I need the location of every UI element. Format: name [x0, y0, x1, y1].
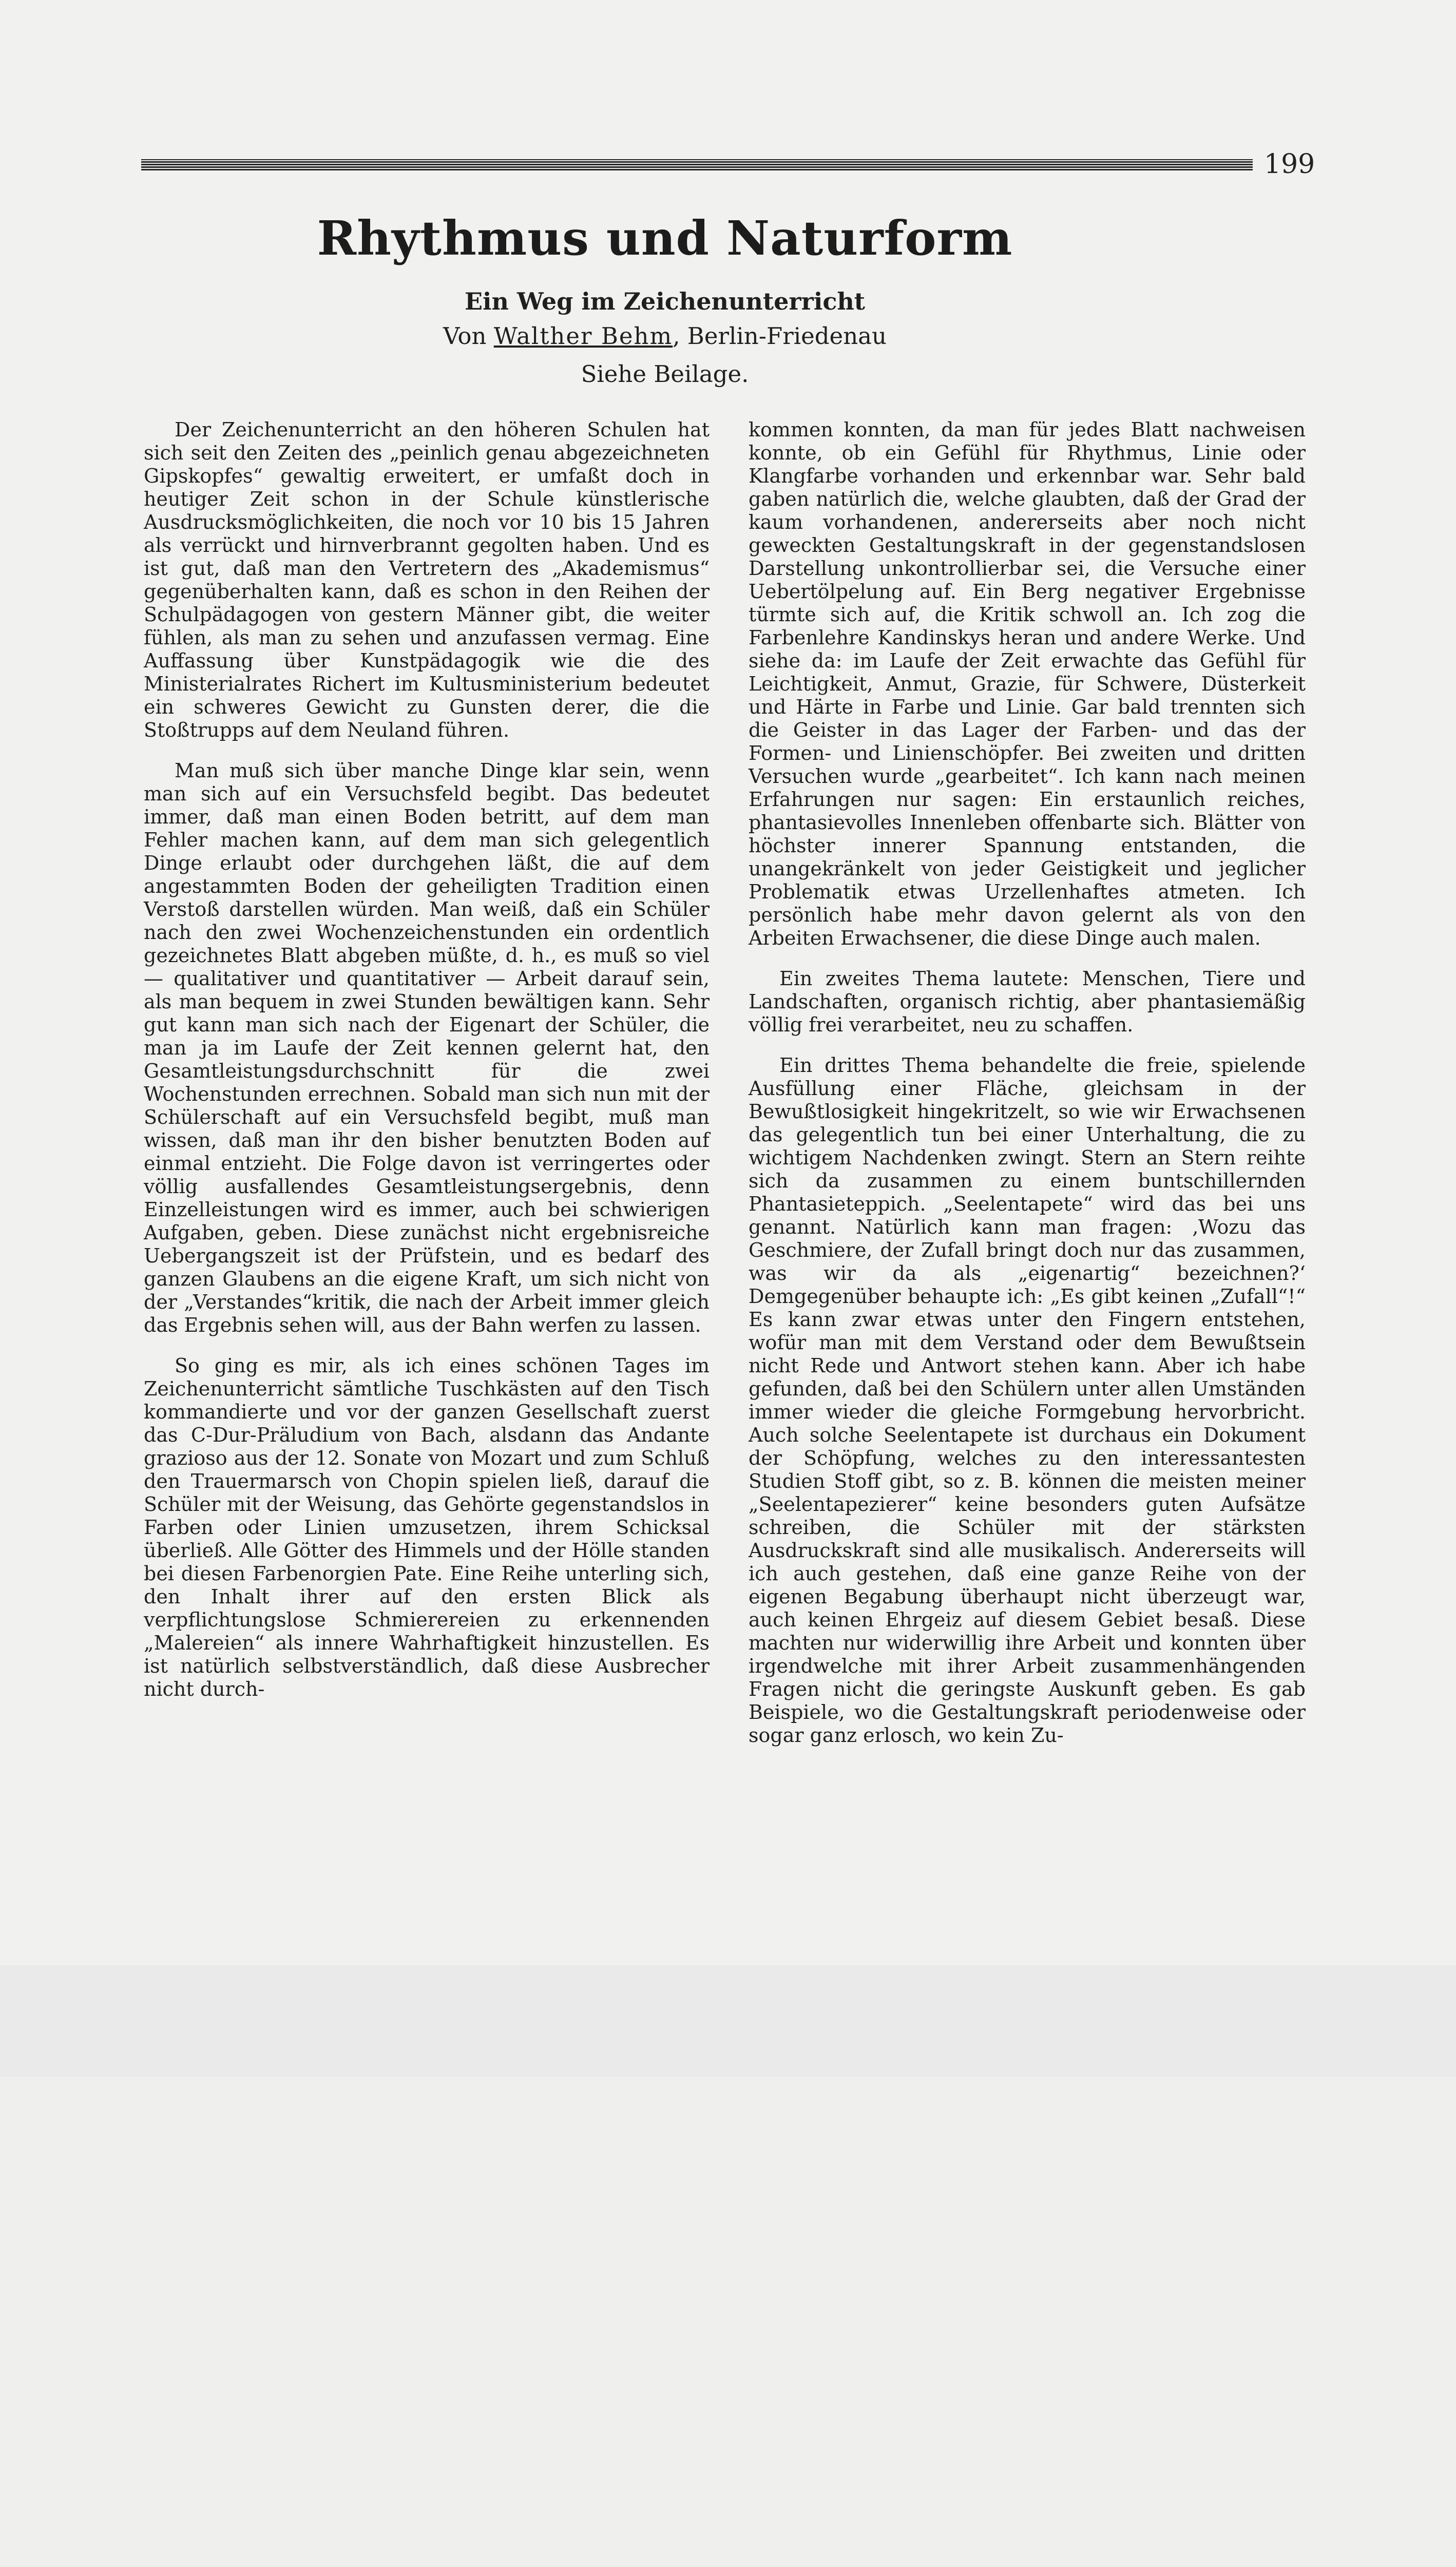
paragraph: Man muß sich über manche Dinge klar sein, wenn man sich auf ein Versuchsfeld begibt. Das bedeutet immer, daß man einen Boden betritt, auf dem man Fehler machen kann, auf dem man sich gelegentlich Dinge erlaubt oder durchgehen läßt, die auf dem angestammten Boden der geheiligten Tradition einen Verstoß darstellen würden. Man weiß, daß ein Schüler nach den zwei Wochenzeichenstunden ein ordentlich gezeichnetes Blatt abgeben müßte, d. h., es muß so viel — qualitativer und quantitativer — Arbeit darauf sein, als man bequem in zwei Stunden bewältigen kann. Sehr gut kann man sich nach der Eigenart der Schüler, die man ja im Laufe der Zeit kennen gelernt hat, den Gesamtleistungsdurchschnitt für die zwei Wochenstunden errechnen. Sobald man sich nun mit der Schülerschaft auf ein Versuchsfeld begibt, muß man wissen, daß man ihr den bisher benutzten Boden auf einmal entzieht. Die Folge davon ist verringertes oder völlig ausfallendes Gesamtleistungsergebnis, denn Einzelleistungen wird es immer, auch bei schwierigen Aufgaben, geben. Diese zunächst nicht ergebnisreiche Uebergangszeit ist der Prüfstein, und es bedarf des ganzen Glaubens an die eigene Kraft, um sich nicht von der „Verstandes“kritik, die nach der Arbeit immer gleich das Ergebnis sehen will, aus der Bahn werfen zu lassen. — [144, 759, 710, 1336]
byline-prefix: Von — [443, 322, 487, 350]
article-title: Rhythmus und Naturform — [317, 210, 1013, 266]
byline-location: , Berlin-Friedenau — [673, 322, 887, 350]
paragraph: So ging es mir, als ich eines schönen Tages im Zeichenunterricht sämtliche Tuschkästen auf den Tisch kommandierte und vor der ganzen Gesellschaft zuerst das C-Dur-Präludium von Bach, alsdann das Andante grazioso aus der 12. Sonate von Mozart und zum Schluß den Trauermarsch von Chopin spielen ließ, darauf die Schüler mit der Weisung, das Gehörte gegenstandslos in Farben oder Linien umzusetzen, ihrem Schicksal überließ. Alle Götter des Himmels und der Hölle standen bei diesen Farbenorgien Pate. Eine Reihe unterling sich, den Inhalt ihrer auf den ersten Blick als verpflichtungslose Schmierereien zu erkennenden „Malereien“ als innere Wahrhaftigkeit hinzustellen. Es ist natürlich selbstverständlich, daß diese Ausbrecher nicht durch- — [144, 1354, 710, 1700]
paragraph: Ein drittes Thema behandelte die freie, spielende Ausfüllung einer Fläche, gleichsam in der Bewußtlosigkeit hingekritzelt, so wie wir Erwachsenen das gelegentlich tun bei einer Unterhaltung, die zu wichtigem Nachdenken zwingt. Stern an Stern reihte sich da zusammen zu einem buntschillernden Phantasieteppich. „Seelentapete“ wird das bei uns genannt. Natürlich kann man fragen: ‚Wozu das Geschmiere, der Zufall bringt doch nur das zusammen, was wir da als „eigenartig“ bezeichnen?‘ Demgegenüber behaupte ich: „Es gibt keinen „Zufall“!“ Es kann zwar etwas unter den Fingern entstehen, wofür man mit dem Verstand oder dem Bewußtsein nicht Rede und Antwort stehen kann. Aber ich habe gefunden, daß bei den Schülern unter allen Umständen immer wieder die gleiche Formgebung hervorbricht. Auch solche Seelentapete ist durchaus ein Dokument der Schöpfung, welches zu den interessantesten Studien Stoff gibt, so z. B. können die meisten meiner „Seelentapezierer“ keine besonders guten Aufsätze schreiben, die Schüler mit der stärksten Ausdruckskraft sind alle musikalisch. Andererseits will ich auch gestehen, daß eine ganze Reihe von der eigenen Begabung überhaupt nicht überzeugt war, auch keinen Ehrgeiz auf diesem Gebiet besaß. Diese machten nur widerwillig ihre Arbeit und konnten über irgendwelche mit ihrer Arbeit zusammenhängenden Fragen nicht die geringste Auskunft geben. Es gab Beispiele, wo die Gestaltungskraft periodenweise oder sogar ganz erlosch, wo kein Zu- — [749, 1054, 1306, 1747]
paragraph: Der Zeichenunterricht an den höheren Schulen hat sich seit den Zeiten des „peinlich genau abgezeichneten Gipskopfes“ gewaltig erweitert, er umfaßt doch in heutiger Zeit schon in der Schule künstlerische Ausdrucksmöglichkeiten, die noch vor 10 bis 15 Jahren als verrückt und hirnverbrannt gegolten haben. Und es ist gut, daß man den Vertretern des „Akademismus“ gegenüberhalten kann, daß es schon in den Reihen der Schulpädagogen von gestern Männer gibt, die weiter fühlen, als man zu sehen und anzufassen vermag. Eine Auffassung über Kunstpädagogik wie die des Ministerialrates Richert im Kultusministerium bedeutet ein schweres Gewicht zu Gunsten derer, die die Stoßtrupps auf dem Neuland führen. — [144, 418, 710, 741]
footer-bar — [0, 1965, 1456, 2077]
page-number: 199 — [1264, 149, 1315, 180]
paragraph: kommen konnten, da man für jedes Blatt nachweisen konnte, ob ein Gefühl für Rhythmus, Linie oder Klangfarbe vorhanden und erkennbar war. Sehr bald gaben natürlich die, welche glaubten, daß der Grad der kaum vorhandenen, andererseits aber noch nicht geweckten Gestaltungskraft in der gegenstandslosen Darstellung unkontrollierbar sei, die Versuche einer Uebertölpelung auf. Ein Berg negativer Ergebnisse türmte sich auf, die Kritik schwoll an. Ich zog die Farbenlehre Kandinskys heran und andere Werke. Und siehe da: im Laufe der Zeit erwachte das Gefühl für Leichtigkeit, Anmut, Grazie, für Schwere, Düsterkeit und Härte in Farbe und Linie. Gar bald trennten sich die Geister in das Lager der Farben- und das der Formen- und Linienschöpfer. Bei zweiten und dritten Versuchen wurde „gearbeitet“. Ich kann nach meinen Erfahrungen nur sagen: Ein erstaunlich reiches, phantasievolles Innenleben offenbarte sich. Blätter von höchster innerer Spannung entstanden, die unangekränkelt von jeder Geistigkeit und jeglicher Problematik etwas Urzellenhaftes atmeten. Ich persönlich habe mehr davon gelernt als von den Arbeiten Erwachsener, die diese Dinge auch malen. — [749, 418, 1306, 949]
supplement-note: Siehe Beilage. — [581, 360, 749, 388]
article-subtitle: Ein Weg im Zeichenunterricht — [464, 288, 866, 315]
paragraph: Ein zweites Thema lautete: Menschen, Tiere und Landschaften, organisch richtig, aber phantasiemäßig völlig frei verarbeitet, neu zu schaffen. — [749, 967, 1306, 1036]
author-name: Walther Behm — [493, 322, 673, 350]
header-rule — [141, 159, 1253, 170]
left-column — [144, 418, 710, 1715]
byline — [221, 322, 1109, 350]
right-column — [749, 418, 1306, 1761]
